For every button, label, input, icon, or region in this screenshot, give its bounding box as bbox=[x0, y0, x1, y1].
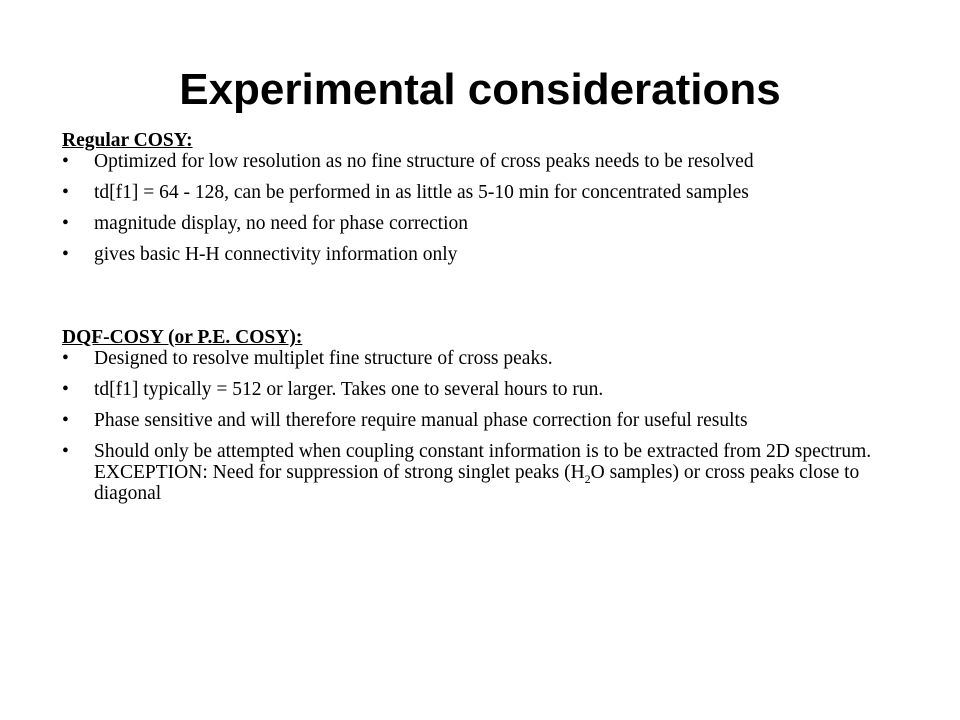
list-item-text bbox=[94, 441, 871, 504]
bullet-icon: • bbox=[62, 213, 69, 234]
list-item-text-part-b: O samples) or cross peaks close to diagonal bbox=[94, 462, 860, 504]
list-item-text-part-a: Should only be attempted when coupling constant information is to be extracted from 2D spectrum. EXCEPTION: Need for suppression of strong singlet peaks (H bbox=[94, 441, 872, 483]
regular-cosy-list bbox=[62, 151, 922, 265]
list-item bbox=[62, 379, 922, 400]
bullet-icon: • bbox=[62, 348, 69, 369]
subscript-2: 2 bbox=[584, 471, 591, 486]
bullet-icon: • bbox=[62, 441, 69, 462]
bullet-icon: • bbox=[62, 182, 69, 203]
list-item-text: magnitude display, no need for phase correction bbox=[94, 213, 468, 234]
list-item bbox=[62, 410, 922, 431]
slide-title: Experimental considerations bbox=[179, 65, 781, 114]
list-item bbox=[62, 182, 922, 203]
list-item-text: Optimized for low resolution as no fine structure of cross peaks needs to be resolved bbox=[94, 151, 754, 172]
section-heading-dqf-cosy: DQF-COSY (or P.E. COSY): bbox=[62, 327, 303, 348]
list-item bbox=[62, 348, 922, 369]
bullet-icon: • bbox=[62, 151, 69, 172]
slide-content bbox=[62, 130, 922, 514]
list-item bbox=[62, 151, 922, 172]
list-item bbox=[62, 244, 922, 265]
dqf-cosy-list bbox=[62, 348, 922, 504]
bullet-icon: • bbox=[62, 379, 69, 400]
list-item-text: td[f1] = 64 - 128, can be performed in as little as 5-10 min for concentrated samples bbox=[94, 182, 749, 203]
section-heading-regular-cosy: Regular COSY: bbox=[62, 130, 193, 151]
list-item bbox=[62, 441, 922, 504]
list-item-text: Phase sensitive and will therefore require manual phase correction for useful results bbox=[94, 410, 748, 431]
list-item-text: gives basic H-H connectivity information only bbox=[94, 244, 458, 265]
bullet-icon: • bbox=[62, 244, 69, 265]
list-item-text: td[f1] typically = 512 or larger. Takes one to several hours to run. bbox=[94, 379, 604, 400]
list-item-text: Designed to resolve multiplet fine structure of cross peaks. bbox=[94, 348, 553, 369]
list-item bbox=[62, 213, 922, 234]
bullet-icon: • bbox=[62, 410, 69, 431]
